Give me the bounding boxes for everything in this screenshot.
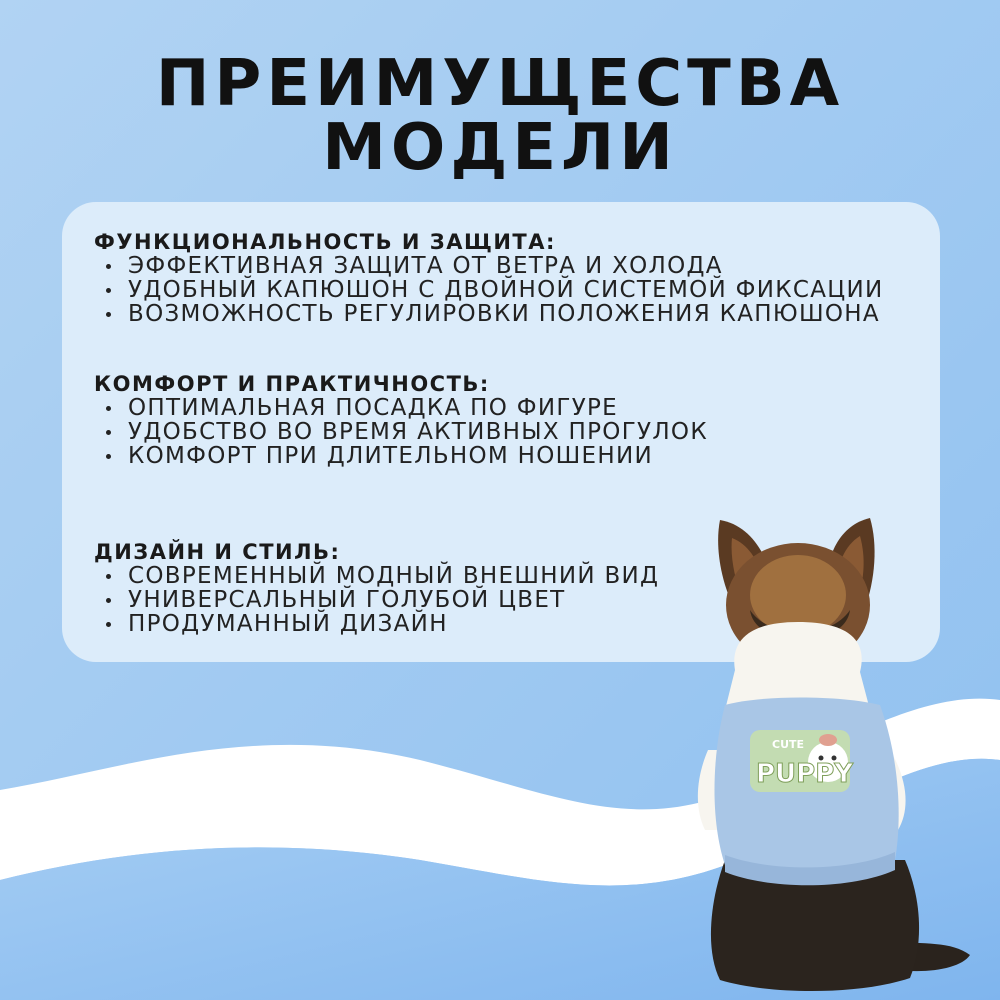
hoodie-print [750,730,854,792]
list-item-text: УДОБНЫЙ КАПЮШОН С ДВОЙНОЙ СИСТЕМОЙ ФИКСАЦИИ [128,277,884,303]
list-item [94,278,883,302]
list-item-text: ВОЗМОЖНОСТЬ РЕГУЛИРОВКИ ПОЛОЖЕНИЯ КАПЮШОНА [128,301,880,327]
page-title [0,47,1000,185]
section-functionality [94,230,883,326]
bullet-icon [106,430,111,435]
bullet-icon [106,622,111,627]
bullet-icon [106,406,111,411]
list-item-text: СОВРЕМЕННЫЙ МОДНЫЙ ВНЕШНИЙ ВИД [128,563,660,589]
section-heading: ФУНКЦИОНАЛЬНОСТЬ И ЗАЩИТА: [94,230,556,254]
list-item [94,588,659,612]
bullet-icon [106,574,111,579]
hoodie-hood [725,622,870,710]
hoodie-print-cute: CUTE [772,738,805,751]
list-item-text: УНИВЕРСАЛЬНЫЙ ГОЛУБОЙ ЦВЕТ [128,587,566,613]
bullet-icon [106,288,111,293]
bullet-icon [106,264,111,269]
list-item-text: ЭФФЕКТИВНАЯ ЗАЩИТА ОТ ВЕТРА И ХОЛОДА [128,253,723,279]
feature-list [94,396,708,468]
list-item-text: ПРОДУМАННЫЙ ДИЗАЙН [128,611,448,637]
title-line-2: МОДЕЛИ [322,111,678,185]
feature-list [94,564,659,636]
list-item [94,612,659,636]
feature-list [94,254,883,326]
list-item [94,396,708,420]
list-item [94,420,708,444]
list-item [94,254,883,278]
bullet-icon [106,312,111,317]
list-item [94,302,883,326]
bullet-icon [106,454,111,459]
dog-in-hoodie-image [680,500,980,1000]
section-design [94,540,659,636]
list-item-text: УДОБСТВО ВО ВРЕМЯ АКТИВНЫХ ПРОГУЛОК [128,419,708,445]
title-line-1: ПРЕИМУЩЕСТВА [155,47,845,121]
section-heading: ДИЗАЙН И СТИЛЬ: [94,540,341,564]
hoodie-print-puppy: PUPPY [756,759,854,789]
section-comfort [94,372,708,468]
list-item-text: ОПТИМАЛЬНАЯ ПОСАДКА ПО ФИГУРЕ [128,395,619,421]
list-item [94,444,708,468]
list-item-text: КОМФОРТ ПРИ ДЛИТЕЛЬНОМ НОШЕНИИ [128,443,653,469]
section-heading: КОМФОРТ И ПРАКТИЧНОСТЬ: [94,372,490,396]
bullet-icon [106,598,111,603]
list-item [94,564,659,588]
